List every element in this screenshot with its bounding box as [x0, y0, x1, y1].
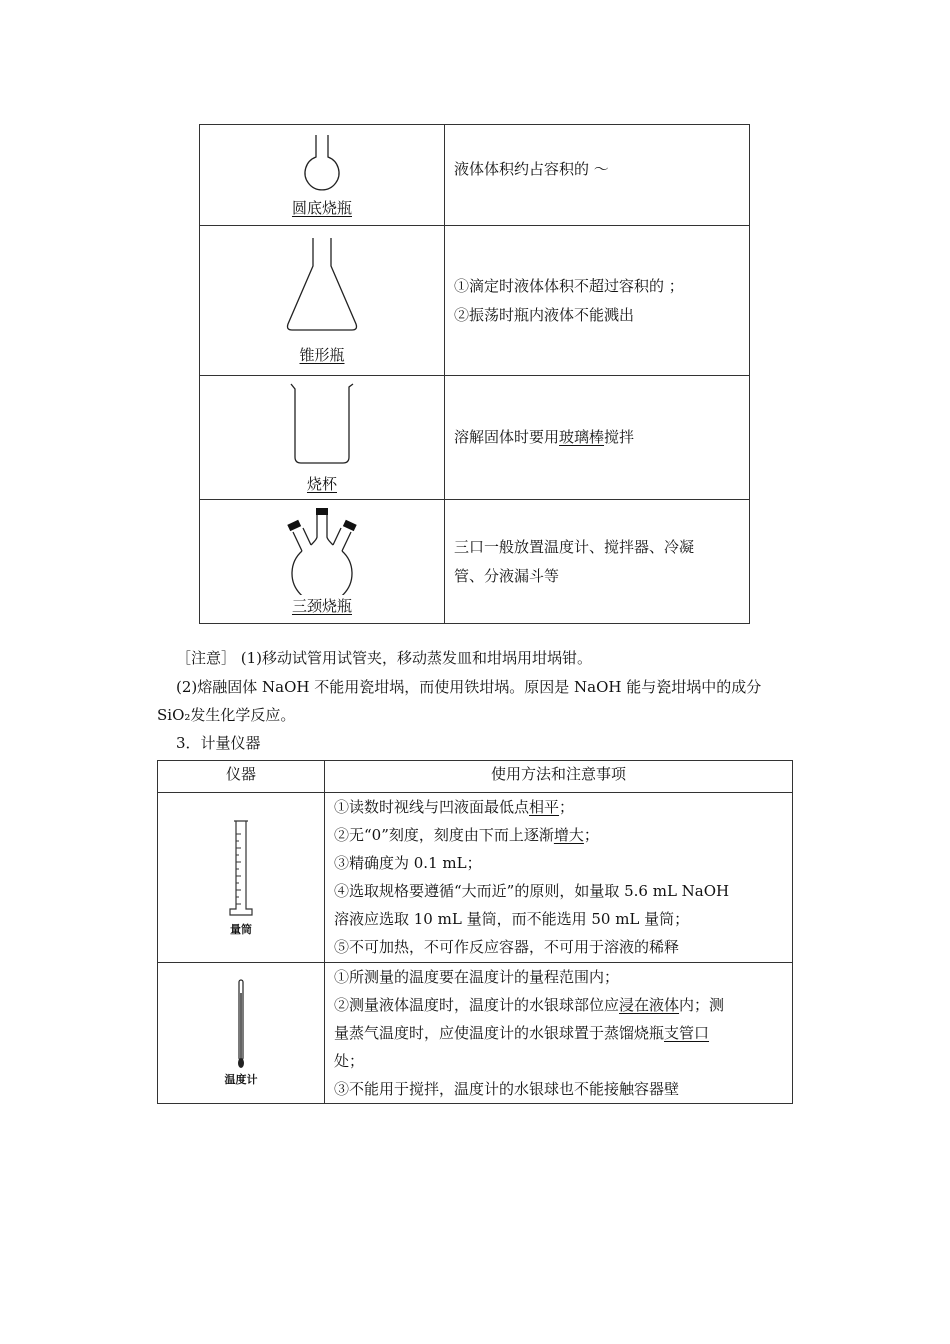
graduated-cylinder-icon — [226, 819, 256, 919]
instrument-name: 温度计 — [224, 1073, 258, 1086]
note-2: (2)熔融固体 NaOH 不能用瓷坩埚，而使用铁坩埚。原因是 NaOH 能与瓷坩埚中的成分 — [176, 678, 762, 696]
graduated-cylinder-cell — [158, 793, 325, 963]
usage-cell: 三口一般放置温度计、搅拌器、冷凝 管、分液漏斗等 — [445, 500, 750, 624]
note-1: ［注意］ (1)移动试管用试管夹，移动蒸发皿和坩埚用坩埚钳。 — [176, 649, 593, 667]
note-3: SiO₂发生化学反应。 — [157, 706, 296, 724]
usage-cell: 溶解固体时要用玻璃棒搅拌 — [445, 376, 750, 500]
table-row — [200, 125, 750, 226]
instrument-name: 量筒 — [230, 922, 252, 936]
column-header-instrument: 仪器 — [158, 761, 325, 793]
table-row — [158, 963, 793, 1104]
table-row — [200, 226, 750, 376]
section-heading: 3．计量仪器 — [176, 734, 261, 752]
usage-cell: 液体体积约占容积的 ～ — [445, 125, 750, 226]
instrument-name: 锥形瓶 — [299, 346, 345, 364]
instrument-name: 三颈烧瓶 — [291, 597, 352, 615]
three-neck-flask-cell — [200, 500, 445, 624]
three-neck-flask-icon — [280, 507, 364, 595]
column-header-usage: 使用方法和注意事项 — [325, 761, 793, 793]
round-bottom-flask-cell — [200, 125, 445, 226]
glassware-table — [199, 124, 750, 624]
table-row — [200, 500, 750, 624]
erlenmeyer-flask-icon — [282, 236, 362, 334]
thermometer-cell — [158, 963, 325, 1104]
table-row — [158, 793, 793, 963]
thermometer-icon — [234, 979, 248, 1069]
measuring-instruments-table — [157, 760, 793, 1104]
usage-cell: ①滴定时液体体积不超过容积的 ； ②振荡时瓶内液体不能溅出 — [445, 226, 750, 376]
usage-cell: ①读数时视线与凹液面最低点相平； ②无“0”刻度，刻度由下而上逐渐增大； ③精确度为 0.1 mL； ④选取规格要遵循“大而近”的原则，如量取 5.6 mL NaOH 溶液应选取 10 mL 量筒，而不能选用 50 mL 量筒； ⑤不可加热，不可作反应容器，不可用于溶液的稀释 — [325, 793, 793, 963]
beaker-cell — [200, 376, 445, 500]
erlenmeyer-flask-cell — [200, 226, 445, 376]
usage-cell: ①所测量的温度要在温度计的量程范围内； ②测量液体温度时，温度计的水银球部位应浸在液体内；测 量蒸气温度时，应使温度计的水银球置于蒸馏烧瓶支管口 处； ③不能用于搅拌，温度计的水银球也不能接触容器壁 — [325, 963, 793, 1104]
instrument-name: 烧杯 — [306, 475, 337, 493]
instrument-name: 圆底烧瓶 — [291, 198, 352, 217]
table-header-row — [158, 761, 793, 793]
round-bottom-flask-icon — [292, 133, 352, 197]
beaker-icon — [287, 381, 357, 465]
table-row — [200, 376, 750, 500]
